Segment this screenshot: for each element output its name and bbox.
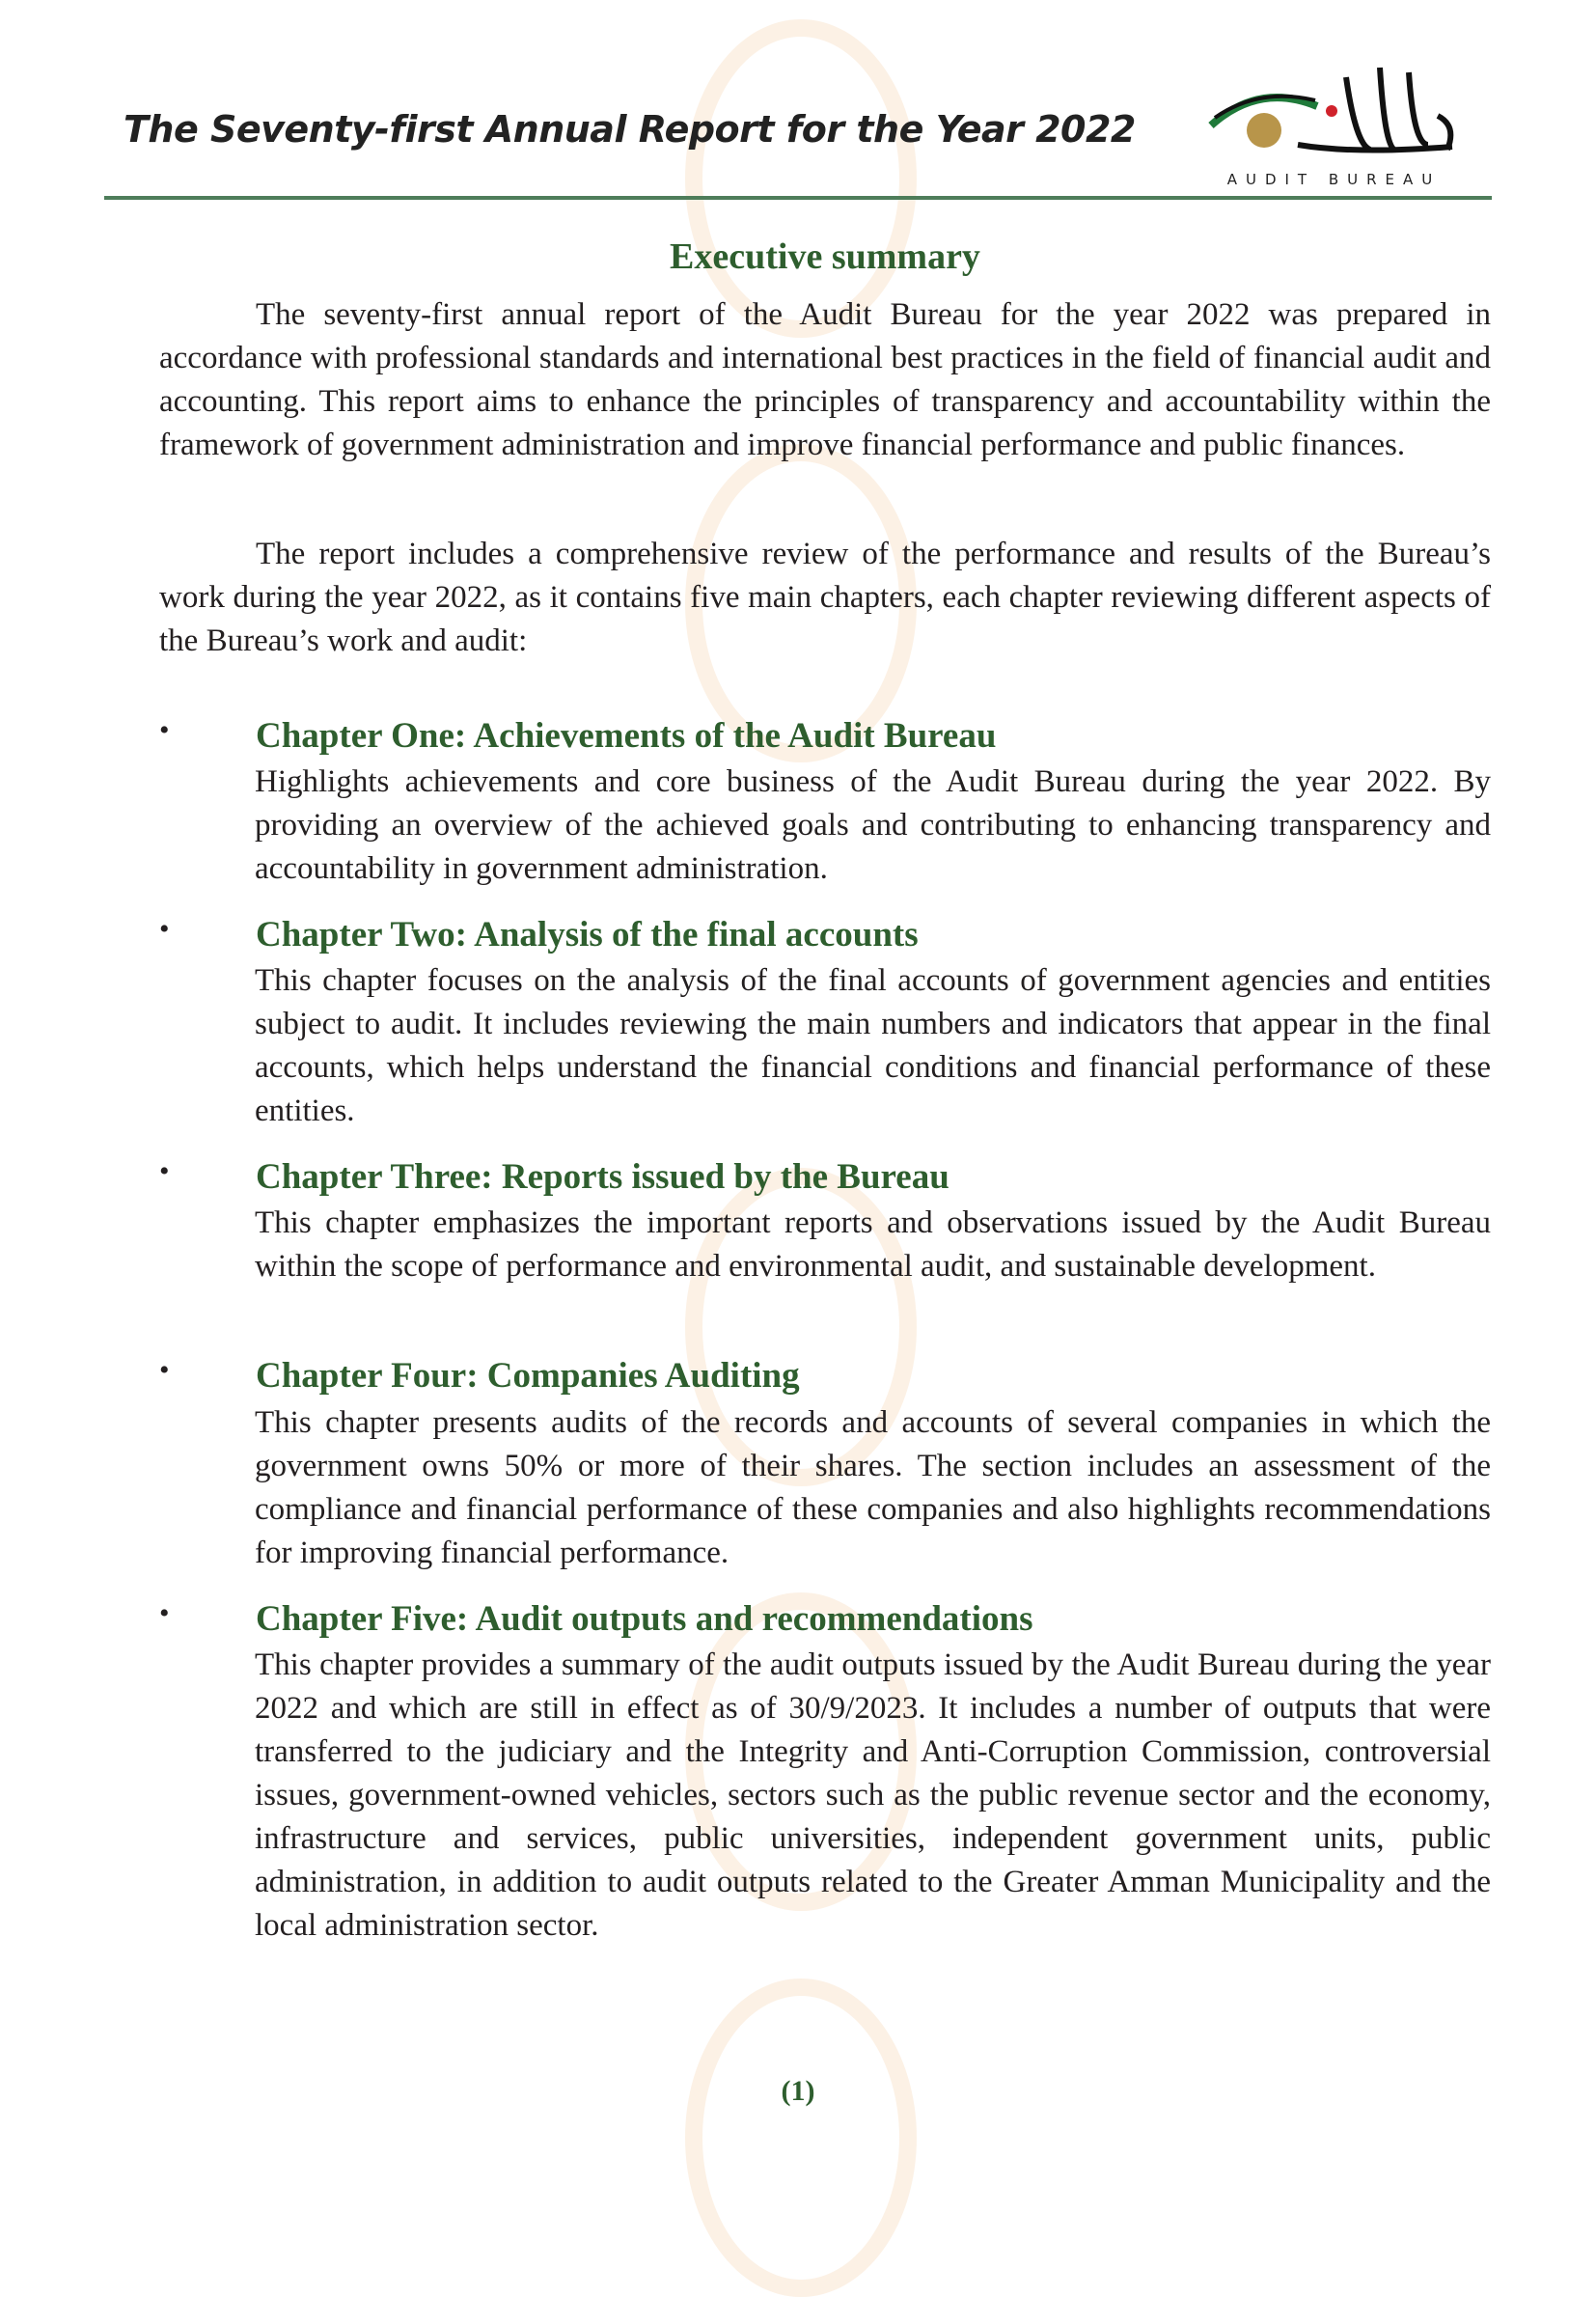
chapter-title: Chapter One: Achievements of the Audit Bureau <box>256 716 997 756</box>
bullet: • <box>159 913 170 945</box>
chapter-title: Chapter Three: Reports issued by the Bureau <box>256 1157 949 1197</box>
watermark-clock <box>685 1979 917 2297</box>
chapter-body: This chapter presents audits of the records and accounts of several companies in which the government owns 50% or more of their shares. The section includes an assessment of the compliance and financial performance of these companies and also highlights recommendations for improving financial performance. <box>255 1405 1491 1570</box>
header-divider <box>104 196 1492 200</box>
chapter-body: Highlights achievements and core business of the Audit Bureau during the year 2022. By providing an overview of the achieved goals and contributing to enhancing transparency and accountability in government administration. <box>255 764 1491 886</box>
chapter-body: This chapter focuses on the analysis of the final accounts of government agencies and entities subject to audit. It includes reviewing the main numbers and indicators that appear in the final accounts, which helps understand the financial conditions and financial performance of these entities. <box>255 963 1491 1128</box>
section-heading: Executive summary <box>670 236 980 277</box>
audit-bureau-logo <box>1201 58 1467 188</box>
chapter-title: Chapter Two: Analysis of the final accounts <box>256 915 919 955</box>
chapter-title: Chapter Five: Audit outputs and recommendations <box>256 1599 1033 1639</box>
logo-text: AUDIT BUREAU <box>1226 171 1442 188</box>
report-title: The Seventy-first Annual Report for the Year 2022 <box>124 108 1136 151</box>
bullet: • <box>159 1155 170 1187</box>
intro-paragraph: The report includes a comprehensive review of the performance and results of the Bureau’s work during the year 2022, as it contains five main chapters, each chapter reviewing different aspects of the Bureau’s work and audit: <box>159 537 1491 658</box>
watermark-clock <box>685 19 917 338</box>
chapter-body: This chapter provides a summary of the audit outputs issued by the Audit Bureau during the year 2022 and which are still in effect as of 30/9/2023. It includes a number of outputs that were transferred to the judiciary and the Integrity and Anti-Corruption Commission, controversial issues, government-owned vehicles, sectors such as the public revenue sector and the economy, infrastructure and services, public universities, independent government units, public administration, in addition to audit outputs related to the Greater Amman Municipality and the local administration sector. <box>255 1647 1491 1943</box>
chapter-body: This chapter emphasizes the important reports and observations issued by the Audit Bureau within the scope of performance and environmental audit, and sustainable development. <box>255 1205 1491 1284</box>
intro-paragraph: The seventy-first annual report of the Audit Bureau for the year 2022 was prepared in accordance with professional standards and international best practices in the field of financial audit and accounting. This report aims to enhance the principles of transparency and accountability within the framework of government administration and improve financial performance and public finances. <box>159 297 1491 462</box>
bullet: • <box>159 1354 170 1386</box>
bullet: • <box>159 1597 170 1629</box>
logo-emblem-icon <box>1201 58 1467 164</box>
page-number: (1) <box>781 2075 815 2107</box>
bullet: • <box>159 714 170 746</box>
chapter-title: Chapter Four: Companies Auditing <box>256 1356 800 1396</box>
